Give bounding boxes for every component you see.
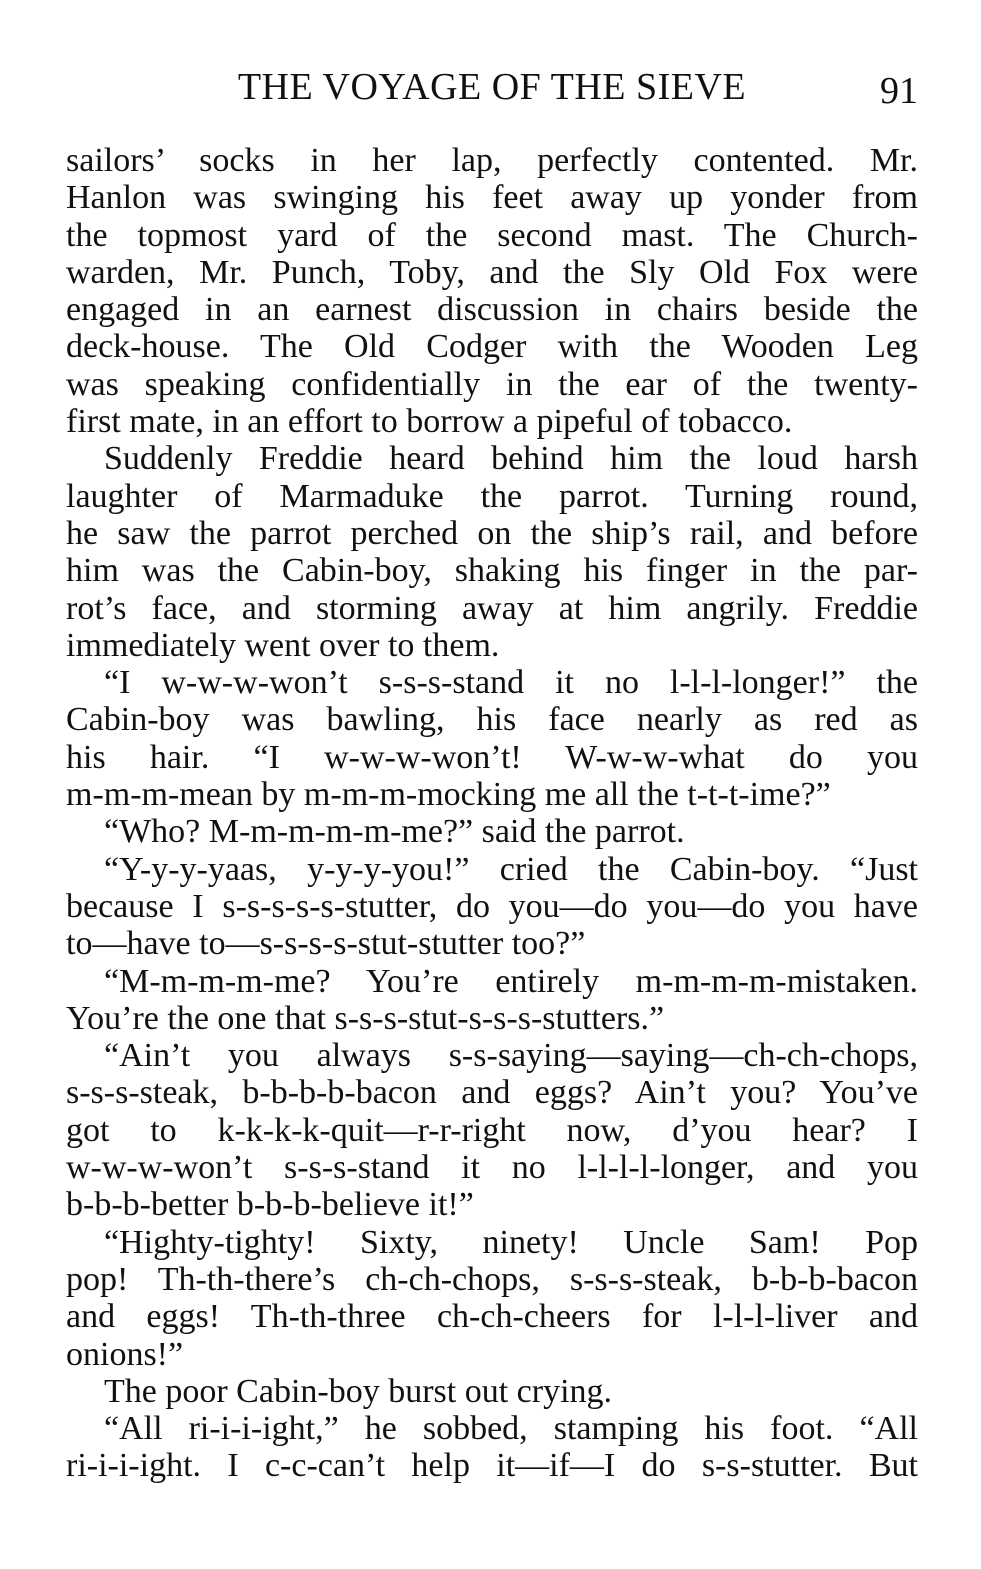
text-line: “M-m-m-m-me? You’re entirely m-m-m-m-mistaken. xyxy=(104,962,918,1000)
running-title: THE VOYAGE OF THE SIEVE xyxy=(237,66,747,108)
text-line: deck-house. The Old Codger with the Wooden Leg xyxy=(66,328,918,366)
text-line: “Who? M-m-m-m-m-me?” said the parrot. xyxy=(104,813,685,851)
page-number: 91 xyxy=(880,70,918,112)
text-line: he saw the parrot perched on the ship’s rail, and before xyxy=(66,514,918,552)
body-text xyxy=(66,142,918,1485)
text-line: rot’s face, and storming away at him angrily. Freddie xyxy=(66,589,918,627)
text-line: “I w-w-w-won’t s-s-s-stand it no l-l-l-longer!” the xyxy=(104,664,918,702)
text-line: Suddenly Freddie heard behind him the loud harsh xyxy=(104,440,918,478)
text-line: “Ain’t you always s-s-saying—saying—ch-ch-chops, xyxy=(104,1037,918,1075)
text-line: m-m-m-mean by m-m-m-mocking me all the t-t-t-ime?” xyxy=(66,776,831,814)
text-line: was speaking confidentially in the ear of the twenty- xyxy=(66,365,918,403)
text-line: first mate, in an effort to borrow a pipeful of tobacco. xyxy=(66,403,793,441)
text-line: immediately went over to them. xyxy=(66,626,500,664)
text-line: ri-i-i-ight. I c-c-can’t help it—if—I do s-s-stutter. But xyxy=(66,1447,918,1485)
text-line: the topmost yard of the second mast. The Church- xyxy=(66,216,918,254)
text-line: warden, Mr. Punch, Toby, and the Sly Old Fox were xyxy=(66,253,918,291)
text-line: got to k-k-k-k-quit—r-r-right now, d’you hear? I xyxy=(66,1111,918,1149)
text-line: “Highty-tighty! Sixty, ninety! Uncle Sam! Pop xyxy=(104,1223,918,1261)
text-line: laughter of Marmaduke the parrot. Turning round, xyxy=(66,477,918,515)
text-line: to—have to—s-s-s-s-stut-stutter too?” xyxy=(66,925,586,963)
text-line: pop! Th-th-there’s ch-ch-chops, s-s-s-steak, b-b-b-bacon xyxy=(66,1260,918,1298)
text-line: engaged in an earnest discussion in chairs beside the xyxy=(66,291,918,329)
text-line: him was the Cabin-boy, shaking his finger in the par- xyxy=(66,552,918,590)
text-line: s-s-s-steak, b-b-b-b-bacon and eggs? Ain’t you? You’ve xyxy=(66,1074,918,1112)
text-line: his hair. “I w-w-w-won’t! W-w-w-what do you xyxy=(66,738,918,776)
text-line: “Y-y-y-yaas, y-y-y-you!” cried the Cabin-boy. “Just xyxy=(104,850,918,888)
text-line: because I s-s-s-s-s-stutter, do you—do you—do you have xyxy=(66,887,918,925)
text-line: onions!” xyxy=(66,1335,184,1373)
text-line: “All ri-i-i-ight,” he sobbed, stamping his foot. “All xyxy=(104,1410,918,1448)
running-head xyxy=(66,62,918,112)
text-line: w-w-w-won’t s-s-s-stand it no l-l-l-l-longer, and you xyxy=(66,1149,918,1187)
text-line: b-b-b-better b-b-b-believe it!” xyxy=(66,1186,474,1224)
text-line: The poor Cabin-boy burst out crying. xyxy=(104,1372,613,1410)
text-line: Hanlon was swinging his feet away up yonder from xyxy=(66,179,918,217)
text-line: Cabin-boy was bawling, his face nearly as red as xyxy=(66,701,918,739)
text-line: You’re the one that s-s-s-stut-s-s-s-stutters.” xyxy=(66,999,665,1037)
text-line: and eggs! Th-th-three ch-ch-cheers for l-l-l-liver and xyxy=(66,1298,918,1336)
text-line: sailors’ socks in her lap, perfectly contented. Mr. xyxy=(66,142,918,179)
